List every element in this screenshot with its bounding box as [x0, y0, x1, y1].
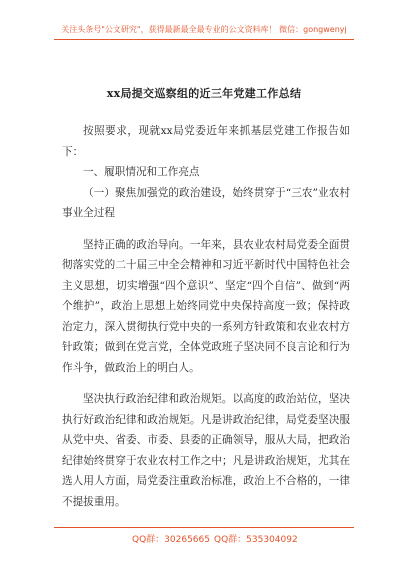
header-banner: 关注头条号"公文研究"，获得最新最全最专业的公文资料库！ 微信：gongwenyj [61, 25, 347, 34]
body-paragraph: 坚决执行政治纪律和政治规矩。以高度的政治站位，坚决执行好政治纪律和政治规矩。凡是讲政治纪律，局党委坚决服从党中央、省委、市委、县委的正确领导，服从大局，把政治纪律始终贯穿于农业农村工作之中；凡是讲政治规矩，尤其在选人用人方面，局党委注重政治标准，政治上不合格的，一律不提拔重用。 [62, 393, 350, 508]
body-paragraph: 坚持正确的政治导向。一年来，县农业农村局党委全面贯彻落实党的二十届三中全会精神和习近平新时代中国特色社会主义思想，切实增强“四个意识”、坚定“四个自信”、做到“两个维护”，政治上思想上始终同党中央保持高度一致；保持政治定力，深入贯彻执行党中央的一系列方针政策和农业农村方针政策；做到在党言党，全体党政班子坚决同不良言论和行为作斗争，做政治上的明白人。 [62, 238, 350, 374]
paragraph-gap [62, 224, 350, 235]
header-rule [54, 39, 354, 40]
qq-group-left: QQ群：30265665 [132, 535, 210, 545]
footer-rule [54, 527, 354, 528]
paragraph-gap [62, 378, 350, 389]
intro-paragraph: 按照要求，现就xx局党委近年来抓基层党建工作报告如下： [62, 125, 350, 158]
qq-group-right: QQ群：535304092 [214, 535, 298, 545]
subsection-heading: （一）聚焦加强党的政治建设，始终贯穿于“三农”业农村事业全过程 [62, 186, 350, 219]
document-title: xx局提交巡察组的近三年党建工作总结 [106, 87, 302, 100]
section-heading: 一、履职情况和工作亮点 [83, 166, 200, 178]
document-body [62, 121, 350, 512]
